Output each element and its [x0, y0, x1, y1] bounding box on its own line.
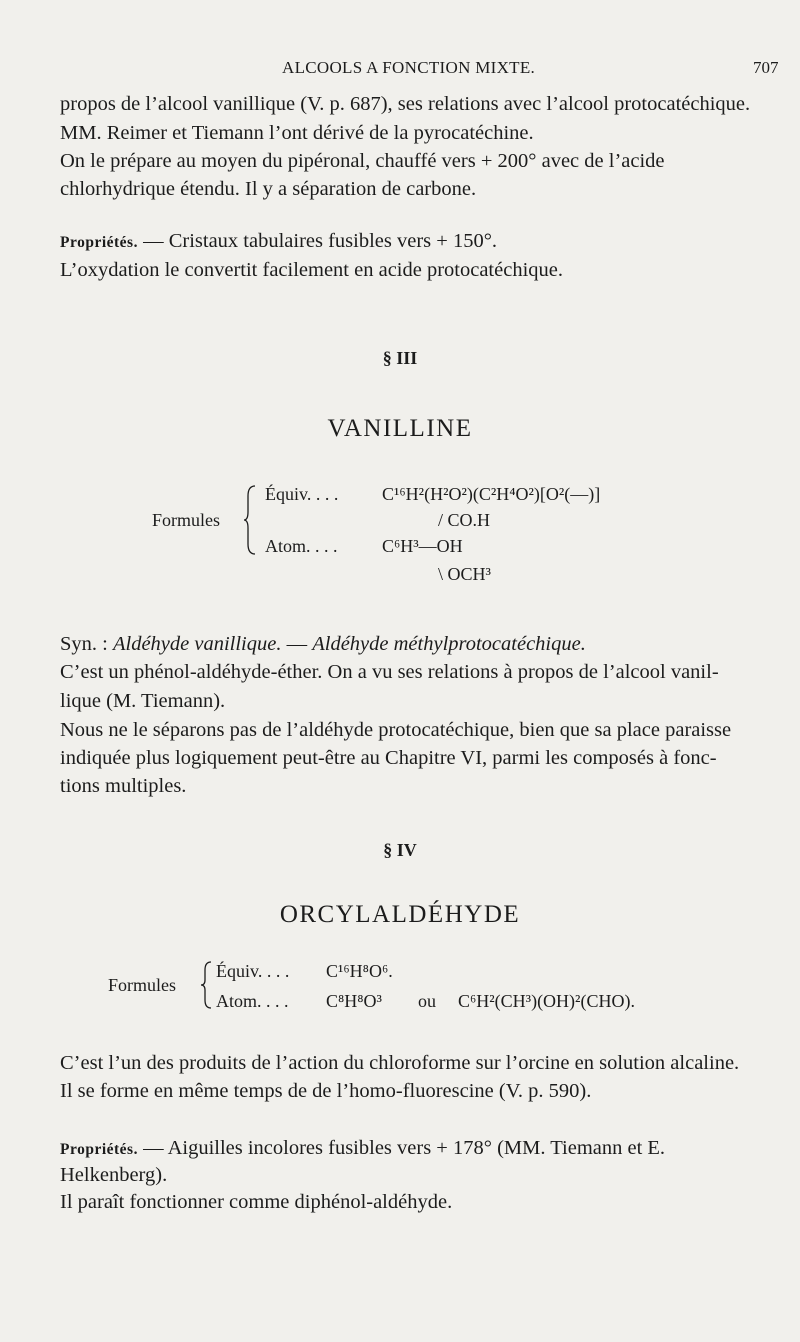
formula-branch-down: \ OCH³	[438, 564, 491, 584]
synonym-name: Aldéhyde méthylprotocatéchique.	[312, 633, 586, 655]
text-line: C’est l’un des produits de l’action du chloroforme sur l’orcine en solution alcaline.	[60, 1052, 740, 1074]
text-line: Nous ne le séparons pas de l’aldéhyde protocatéchique, bien que sa place paraisse	[60, 719, 732, 741]
properties-paragraph	[60, 1135, 665, 1163]
atom-label: Atom. . . .	[216, 991, 289, 1011]
formulas-label: Formules	[108, 975, 177, 995]
brace-icon	[244, 484, 258, 556]
equiv-formula: C¹⁶H²(H²O²)(C²H⁴O²)[O²(—)]	[382, 484, 601, 504]
text-line: chlorhydrique étendu. Il y a séparation de carbone.	[60, 178, 477, 200]
atom-formula: C⁸H⁸O³	[326, 991, 382, 1011]
formulas-label: Formules	[152, 510, 221, 530]
running-title: ALCOOLS A FONCTION MIXTE.	[282, 58, 536, 77]
equiv-label: Équiv. . . .	[216, 961, 290, 981]
text-line: Il paraît fonctionner comme diphénol-aldéhyde.	[60, 1191, 453, 1213]
page-number: 707	[753, 58, 779, 77]
equiv-formula: C¹⁶H⁸O⁶.	[326, 961, 393, 981]
properties-paragraph	[60, 228, 497, 256]
section-mark: § IV	[383, 840, 417, 860]
synonyms-prefix: Syn. :	[60, 633, 108, 655]
equiv-label: Équiv. . . .	[265, 484, 339, 504]
text-line: lique (M. Tiemann).	[60, 690, 226, 712]
page-header	[0, 58, 800, 82]
atom-label: Atom. . . .	[265, 536, 338, 556]
text-line: indiquée plus logiquement peut-être au Chapitre VI, parmi les composés à fonc-	[60, 747, 717, 769]
text-line: C’est un phénol-aldéhyde-éther. On a vu ses relations à propos de l’alcool vanil-	[60, 661, 719, 683]
section-mark: § III	[382, 348, 418, 368]
text-line: On le prépare au moyen du pipéronal, chauffé vers + 200° avec de l’acide	[60, 150, 665, 172]
synonyms-line	[60, 631, 586, 657]
text-line: propos de l’alcool vanillique (V. p. 687), ses relations avec l’alcool protocatéchique.	[60, 93, 751, 115]
or-word: ou	[418, 991, 436, 1011]
synonym-name: Aldéhyde vanillique.	[112, 633, 282, 655]
properties-label: Propriétés.	[60, 1141, 138, 1158]
text-line: Il se forme en même temps de de l’homo-fluorescine (V. p. 590).	[60, 1080, 592, 1102]
section-title: VANILLINE	[327, 415, 473, 442]
text-line: Helkenberg).	[60, 1164, 168, 1186]
text-line: MM. Reimer et Tiemann l’ont dérivé de la pyrocatéchine.	[60, 122, 534, 144]
text-line: L’oxydation le convertit facilement en acide protocatéchique.	[60, 259, 563, 281]
properties-text: — Cristaux tabulaires fusibles vers + 150°.	[143, 230, 498, 252]
properties-label: Propriétés.	[60, 234, 138, 251]
properties-text: — Aiguilles incolores fusibles vers + 178° (MM. Tiemann et E.	[143, 1137, 666, 1159]
section-title: ORCYLALDÉHYDE	[279, 901, 521, 928]
formula-branch-up: / CO.H	[438, 510, 491, 530]
atom-formula-developed: C⁶H²(CH³)(OH)²(CHO).	[458, 991, 635, 1011]
synonym-dash: —	[286, 633, 308, 655]
atom-formula: C⁶H³—OH	[382, 536, 463, 556]
brace-icon	[200, 960, 214, 1010]
text-line: tions multiples.	[60, 775, 187, 797]
